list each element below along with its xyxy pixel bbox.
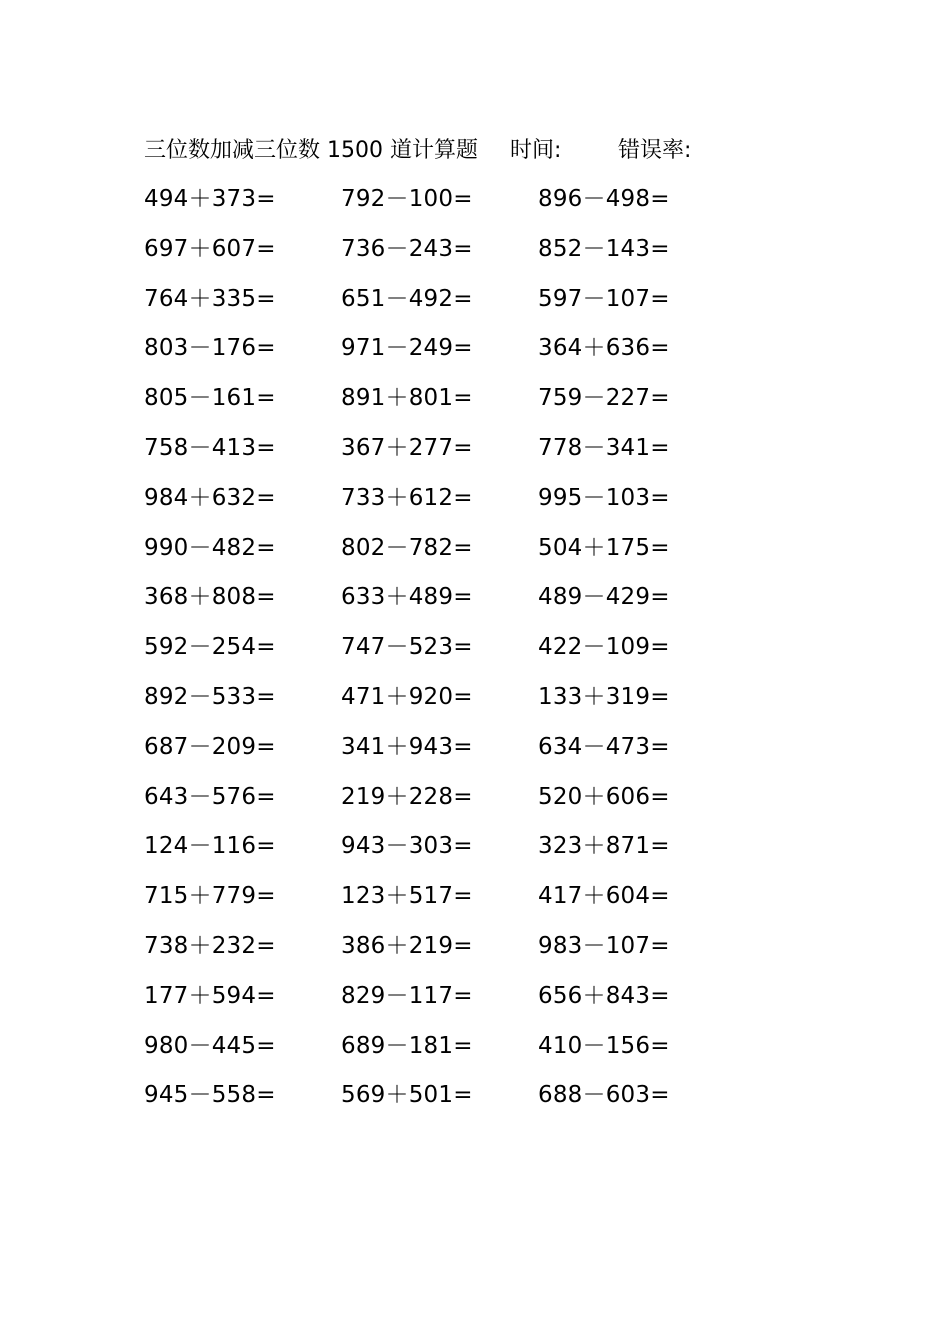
math-problem: 983－107= [538, 932, 670, 959]
math-problem: 410－156= [538, 1032, 670, 1059]
math-problem: 945－558= [144, 1082, 276, 1109]
math-problem: 124－116= [144, 833, 276, 860]
math-problem: 341＋943= [341, 733, 473, 760]
math-problem: 219＋228= [341, 783, 473, 810]
math-problem: 697＋607= [144, 235, 276, 262]
math-problem: 852－143= [538, 235, 670, 262]
worksheet-title: 三位数加减三位数 1500 道计算题 [144, 138, 478, 163]
math-problem: 736－243= [341, 235, 473, 262]
math-problem: 688－603= [538, 1082, 670, 1109]
math-problem: 758－413= [144, 434, 276, 461]
math-problem: 597－107= [538, 285, 670, 312]
math-problem: 995－103= [538, 484, 670, 511]
math-problem: 792－100= [341, 186, 473, 212]
math-problem: 802－782= [341, 534, 473, 561]
problem-grid [144, 182, 735, 1128]
math-problem: 715＋779= [144, 883, 276, 910]
math-problem: 764＋335= [144, 285, 276, 312]
math-problem: 980－445= [144, 1032, 276, 1059]
math-problem: 422－109= [538, 634, 670, 661]
math-problem: 738＋232= [144, 932, 276, 959]
math-problem: 733＋612= [341, 484, 473, 511]
math-problem: 323＋871= [538, 833, 670, 860]
math-problem: 417＋604= [538, 883, 670, 910]
math-problem: 891＋801= [341, 385, 473, 412]
math-problem: 504＋175= [538, 534, 670, 561]
math-problem: 489－429= [538, 584, 670, 611]
error-rate-label: 错误率: [618, 138, 692, 163]
math-problem: 367＋277= [341, 434, 473, 461]
math-problem: 471＋920= [341, 683, 473, 710]
math-problem: 633＋489= [341, 584, 473, 611]
math-problem: 651－492= [341, 285, 473, 312]
math-problem: 656＋843= [538, 982, 670, 1009]
math-problem: 520＋606= [538, 783, 670, 810]
time-label: 时间: [510, 138, 562, 163]
math-problem: 943－303= [341, 833, 473, 860]
math-problem: 364＋636= [538, 335, 670, 362]
math-problem: 892－533= [144, 683, 276, 710]
math-problem: 133＋319= [538, 683, 670, 710]
math-problem: 634－473= [538, 733, 670, 760]
math-problem: 687－209= [144, 733, 276, 760]
math-problem: 368＋808= [144, 584, 276, 611]
math-problem: 123＋517= [341, 883, 473, 910]
math-problem: 177＋594= [144, 982, 276, 1009]
math-problem: 747－523= [341, 634, 473, 661]
math-problem: 386＋219= [341, 932, 473, 959]
math-problem: 592－254= [144, 634, 276, 661]
math-problem: 896－498= [538, 186, 670, 212]
math-problem: 569＋501= [341, 1082, 473, 1109]
math-problem: 689－181= [341, 1032, 473, 1059]
math-problem: 643－576= [144, 783, 276, 810]
math-problem: 984＋632= [144, 484, 276, 511]
math-problem: 829－117= [341, 982, 473, 1009]
math-problem: 803－176= [144, 335, 276, 362]
math-problem: 759－227= [538, 385, 670, 412]
math-problem: 778－341= [538, 434, 670, 461]
math-problem: 971－249= [341, 335, 473, 362]
math-problem: 494＋373= [144, 186, 276, 212]
math-problem: 990－482= [144, 534, 276, 561]
math-problem: 805－161= [144, 385, 276, 412]
